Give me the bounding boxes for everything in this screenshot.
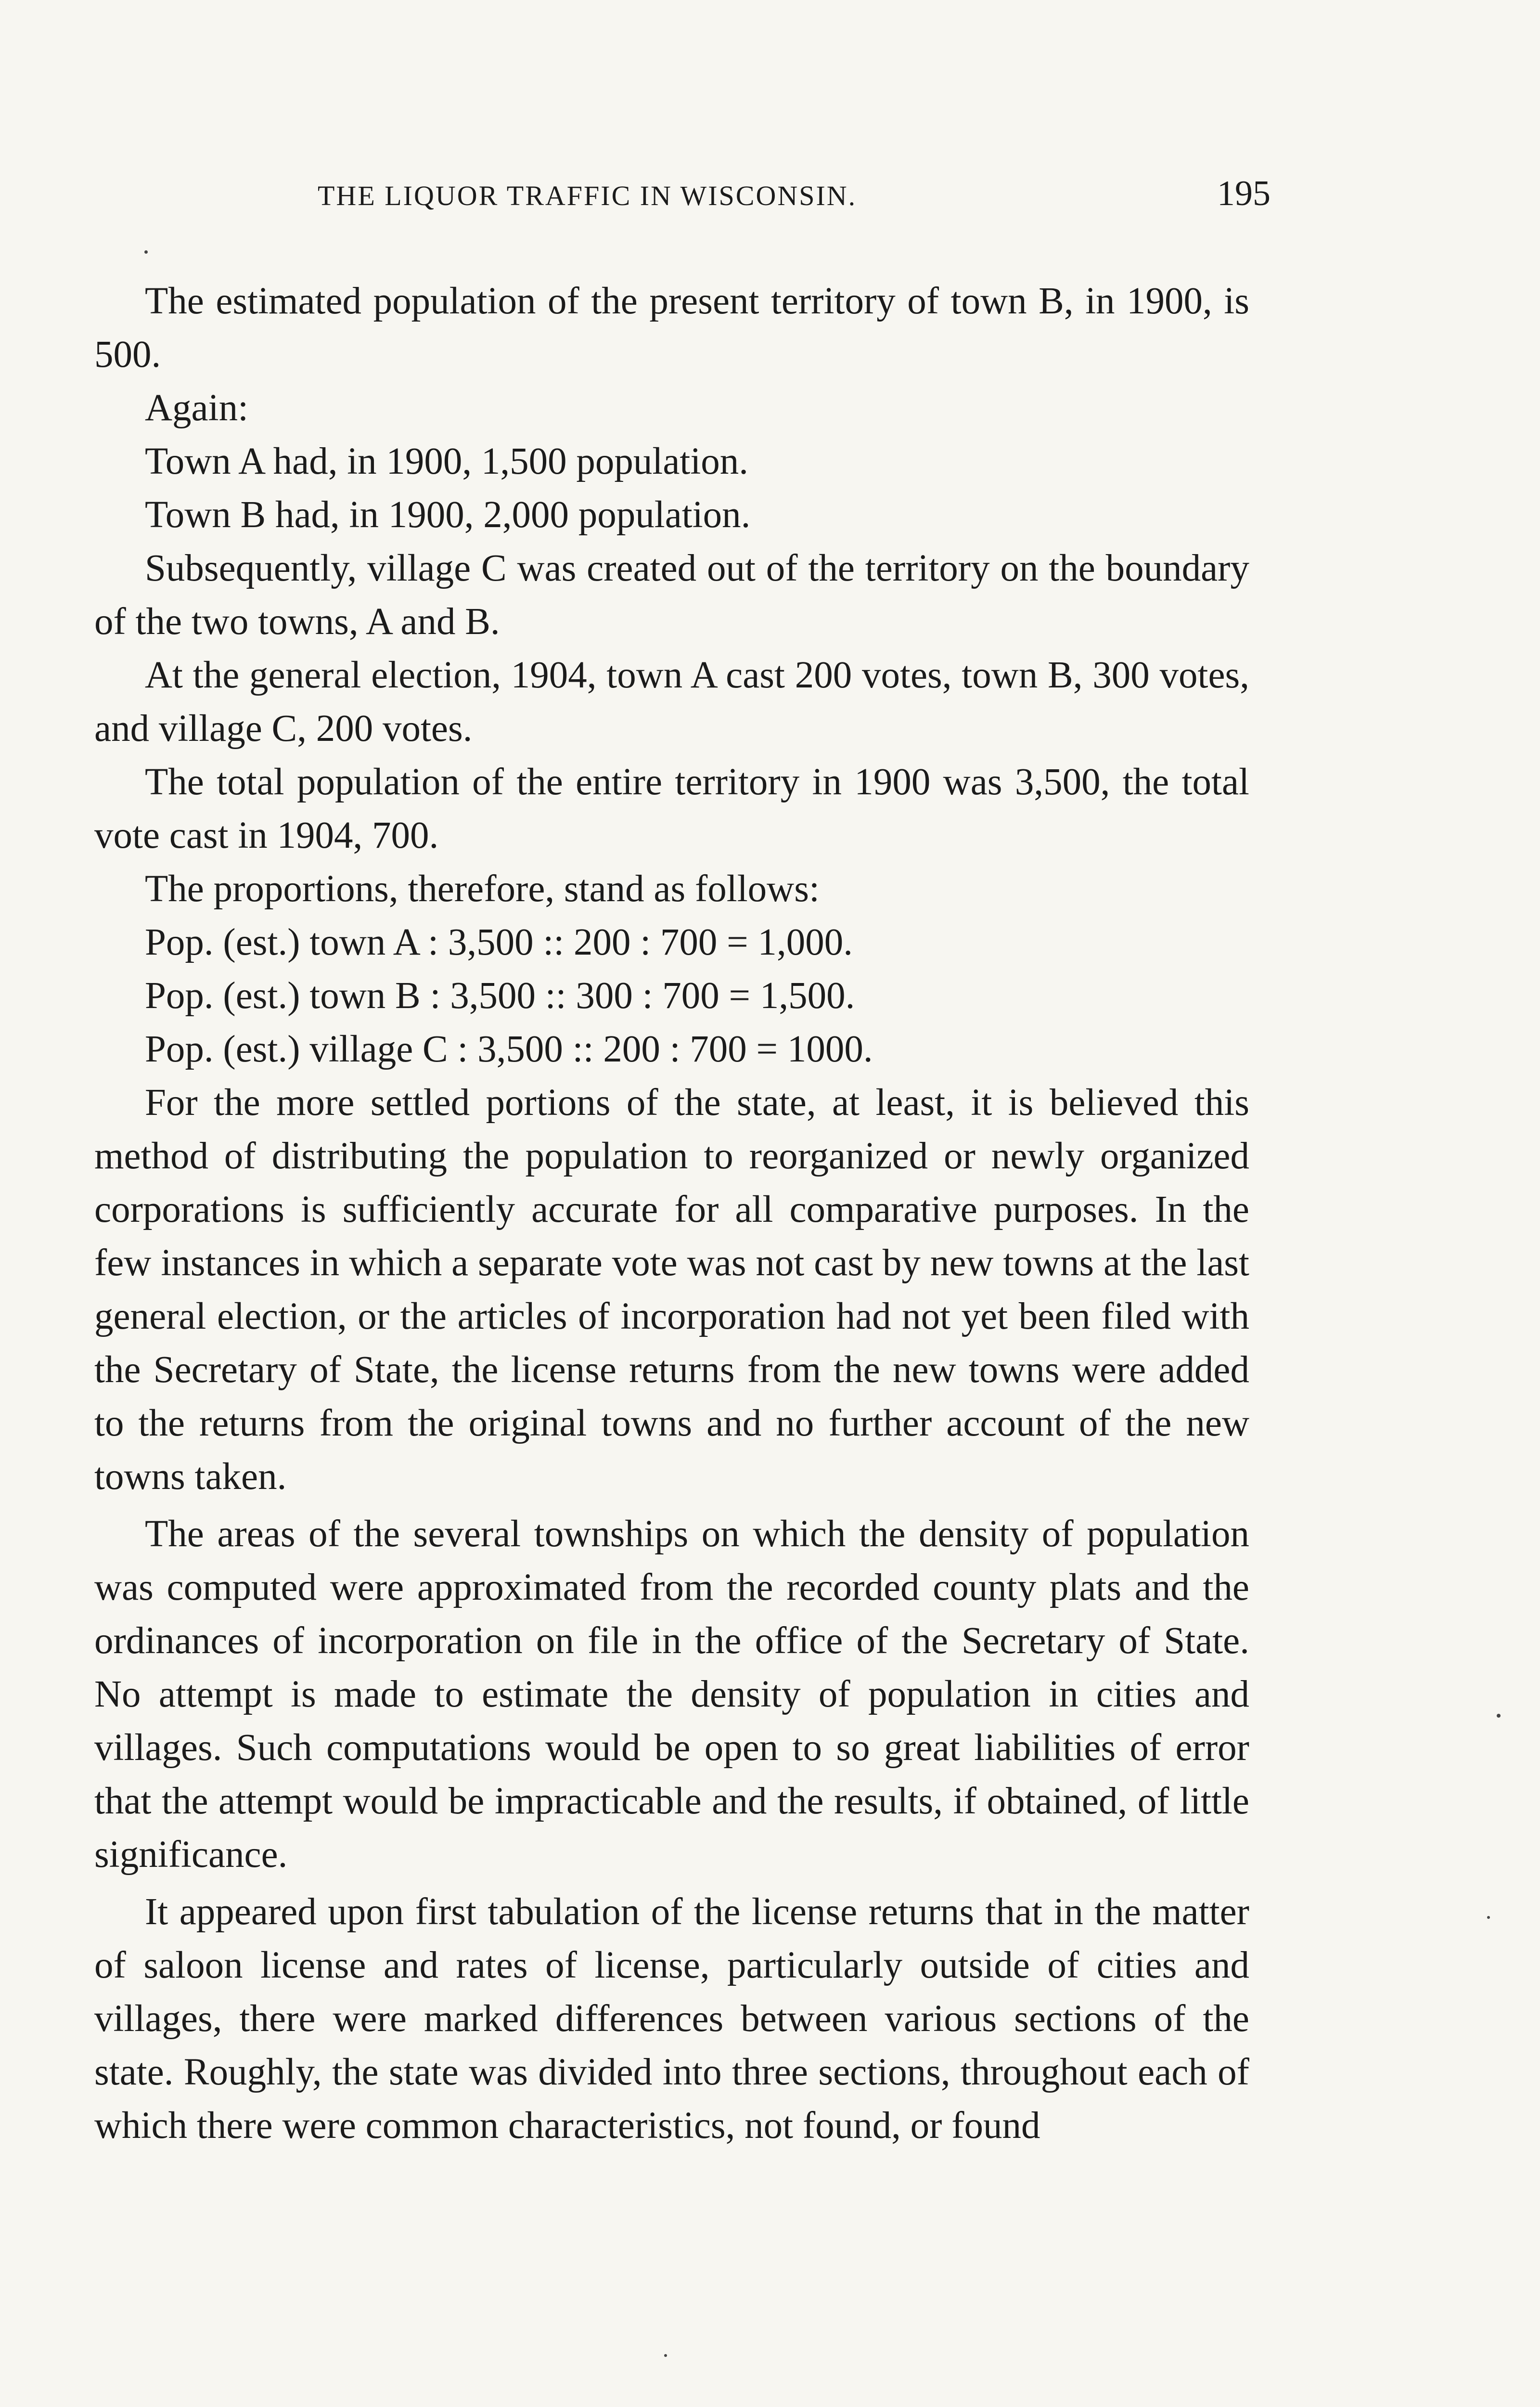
ink-speck — [664, 2354, 667, 2357]
proportion-town-a: Pop. (est.) town A : 3,500 :: 200 : 700 = 1,000. — [145, 921, 853, 963]
proportion-village-c: Pop. (est.) village C : 3,500 :: 200 : 700 = 1000. — [145, 1028, 873, 1070]
town-a-line: Town A had, in 1900, 1,500 population. — [145, 440, 749, 482]
paragraph-sections: It appeared upon first tabulation of the license returns that in the matter of saloon license and rates of license, particularly outside of cities and villages, there were marked differences between various sections of the state. Roughly, the state was divided into three sections, throughout each of which there were common characteristics, not found, or found — [94, 1891, 1249, 2147]
ink-speck — [1487, 1916, 1490, 1919]
paragraph-method: For the more settled portions of the state, at least, it is believed this method of distributing the population to reorganized or newly organized corporations is sufficiently accurate for all comparative purposes. In the few instances in which a separate vote was not cast by new towns at the last general election, or the articles of incorporation had not yet been filed with the Secretary of State, the license returns from the new towns were added to the returns from the original towns and no further account of the new towns taken. — [94, 1082, 1249, 1498]
paragraph-election: At the general election, 1904, town A cast 200 votes, town B, 300 votes, and village C, 200 votes. — [94, 654, 1249, 750]
ink-speck — [1497, 1714, 1501, 1718]
proportion-town-b: Pop. (est.) town B : 3,500 :: 300 : 700 = 1,500. — [145, 975, 855, 1017]
paragraph-areas: The areas of the several townships on which the density of population was computed were approximated from the recorded county plats and the ordinances of incorporation on file in the office of the Secretary of State. No attempt is made to estimate the density of population in cities and villages. Such computations would be open to so great liabilities of error that the attempt would be impracticable and the results, if obtained, of little significance. — [94, 1513, 1249, 1876]
again-line: Again: — [145, 387, 249, 429]
body-text — [94, 274, 1249, 2152]
page-header — [96, 173, 1270, 214]
paragraph-total-population: The total population of the entire territory in 1900 was 3,500, the total vote cast in 1904, 700. — [94, 761, 1249, 856]
running-title: THE LIQUOR TRAFFIC IN WISCONSIN. — [318, 180, 857, 211]
paragraph-town-b-estimate: The estimated population of the present territory of town B, in 1900, is 500. — [94, 280, 1249, 375]
town-b-line: Town B had, in 1900, 2,000 population. — [145, 494, 751, 536]
ink-speck — [144, 250, 148, 254]
paragraph-village-c: Subsequently, village C was created out of the territory on the boundary of the two towns, A and B. — [94, 547, 1249, 643]
page-number: 195 — [1217, 174, 1270, 213]
proportions-intro: The proportions, therefore, stand as follows: — [145, 868, 820, 910]
